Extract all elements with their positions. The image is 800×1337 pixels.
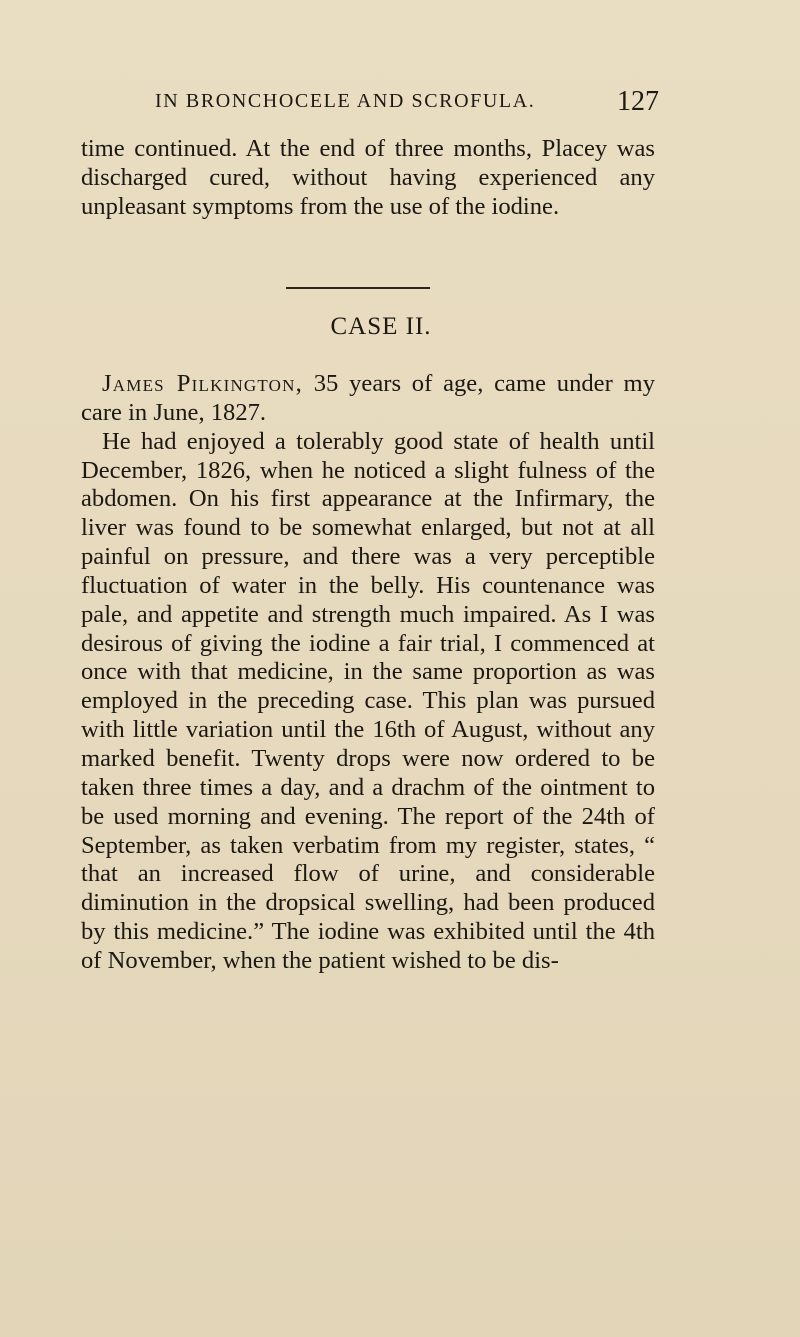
- case-heading-text: CASE II.: [330, 313, 432, 340]
- continuation-text: time continued. At the end of three months, Placey was discharged cured, without having experienced any unpleasant symptoms from the use of the iodine.: [81, 135, 655, 220]
- case-body: He had enjoyed a tolerably good state of health until December, 1826, when he noticed a slight fulness of the abdomen. On his first appearance at the Infirmary, the liver was found to be somewhat enlarged, but not at all painful on pressure, and there was a very perceptible fluctuation of water in the belly. His countenance was pale, and appetite and strength much impaired. As I was desirous of giving the iodine a fair trial, I commenced at once with that medicine, in the same proportion as was employed in the preceding case. This plan was pursued with little variation until the 16th of August, without any marked benefit. Twenty drops were now ordered to be taken three times a day, and a drachm of the ointment to be used morning and evening. The report of the 24th of September, as taken verbatim from my register, states, “ that an increased flow of urine, and considerable diminution in the dropsical swelling, had been produced by this medicine.” The iodine was exhibited until the 4th of November, when the patient wished to be dis-: [81, 427, 655, 974]
- case-paragraph: [81, 370, 655, 976]
- page-number: 127: [617, 86, 659, 117]
- patient-name: James Pilkington,: [102, 370, 303, 397]
- running-title: IN BRONCHOCELE AND SCROFULA.: [155, 90, 536, 112]
- running-head: [0, 82, 800, 122]
- case-heading: [0, 313, 800, 341]
- section-divider: [286, 287, 430, 289]
- case-opening: [81, 370, 655, 428]
- case-opening-text: 35 years of age, came under my care in June, 1827.: [81, 370, 655, 426]
- continuation-paragraph: [81, 135, 655, 222]
